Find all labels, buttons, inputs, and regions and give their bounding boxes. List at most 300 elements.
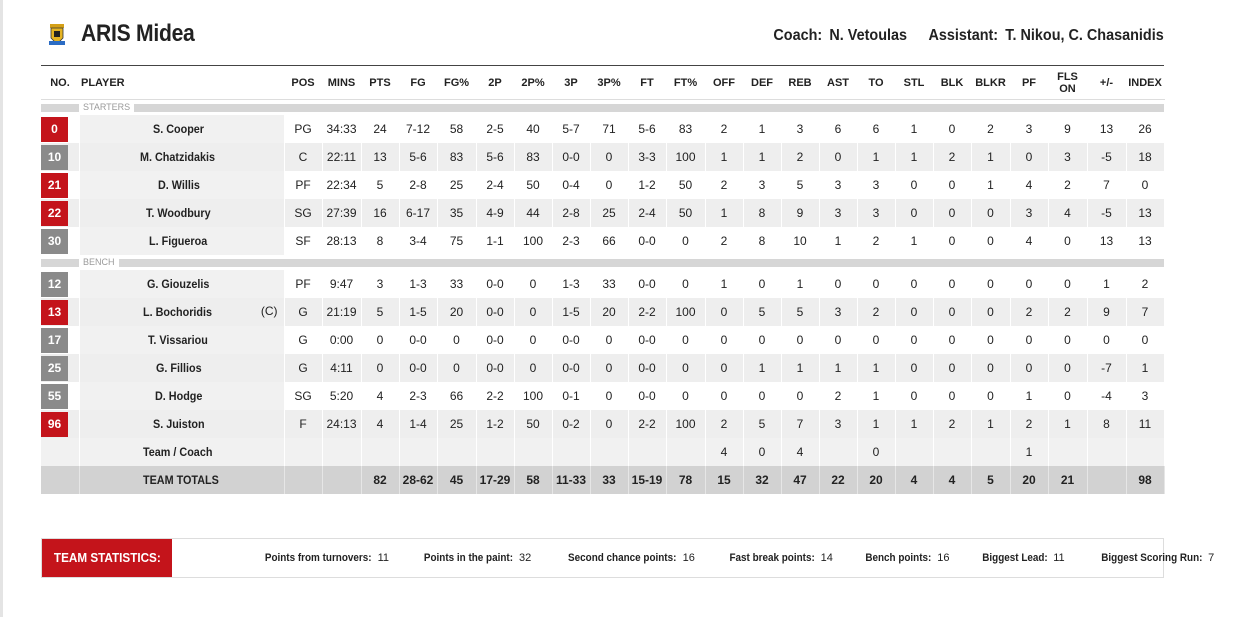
total-stat-cell: 21 <box>1048 466 1087 494</box>
stat-cell <box>1048 438 1087 466</box>
team-totals-label-cell <box>79 466 284 494</box>
stat-cell: 13 <box>361 143 399 171</box>
stat-cell: 1 <box>895 410 933 438</box>
player-row[interactable] <box>41 270 1164 298</box>
stat-cell: 0 <box>895 171 933 199</box>
stat-cell: 3 <box>857 199 895 227</box>
stat-cell: 24:13 <box>322 410 361 438</box>
stat-cell: 1 <box>705 143 743 171</box>
stat-cell: 0 <box>743 326 781 354</box>
stat-cell: 0 <box>781 382 819 410</box>
stat-cell: 2 <box>705 410 743 438</box>
stat-cell: 5-6 <box>399 143 437 171</box>
player-name-link[interactable]: T. Vissariou <box>148 333 209 347</box>
total-stat-cell: 98 <box>1126 466 1164 494</box>
player-name-cell[interactable] <box>79 298 284 326</box>
stat-cell: 13 <box>1126 227 1164 255</box>
stat-cell: 0 <box>895 270 933 298</box>
stat-cell: 0 <box>590 382 628 410</box>
player-name-cell[interactable] <box>79 326 284 354</box>
stat-cell: 5-6 <box>628 115 666 143</box>
team-coach-label-cell <box>79 438 284 466</box>
stat-cell: 1 <box>781 270 819 298</box>
team-totals-row <box>41 466 1164 494</box>
stat-cell: 0 <box>895 199 933 227</box>
total-stat-cell: 45 <box>437 466 476 494</box>
stat-cell: 2-8 <box>552 199 590 227</box>
stat-cell: 3 <box>819 171 857 199</box>
stat-cell: 8 <box>743 199 781 227</box>
stat-cell: 20 <box>590 298 628 326</box>
stat-cell: 0 <box>361 326 399 354</box>
stat-cell: 2 <box>819 382 857 410</box>
stat-cell: 1-1 <box>476 227 514 255</box>
stat-cell: 2-4 <box>628 199 666 227</box>
stat-cell: 9:47 <box>322 270 361 298</box>
player-name-link[interactable]: G. Giouzelis <box>146 277 210 291</box>
player-row[interactable] <box>41 171 1164 199</box>
stat-cell: 5-7 <box>552 115 590 143</box>
team-stat-value: 16 <box>937 552 950 564</box>
stat-cell: 33 <box>437 270 476 298</box>
stat-cell: 2 <box>1048 298 1087 326</box>
stat-cell: 2 <box>933 410 971 438</box>
stat-cell: 0 <box>1010 326 1048 354</box>
stat-cell: 5 <box>743 410 781 438</box>
stat-cell: PF <box>284 171 322 199</box>
stat-cell: 0 <box>514 326 552 354</box>
column-header[interactable]: FG <box>399 66 437 100</box>
stat-cell: 2 <box>933 143 971 171</box>
stat-cell: 0-0 <box>476 298 514 326</box>
stat-cell: 1 <box>743 115 781 143</box>
stat-cell: 4 <box>1048 199 1087 227</box>
stat-cell: 0-0 <box>628 382 666 410</box>
column-header[interactable]: AST <box>819 66 857 100</box>
team-stat-label: Second chance points: <box>568 552 677 564</box>
jersey-number: 96 <box>41 412 68 437</box>
stat-cell: 58 <box>437 115 476 143</box>
player-row[interactable] <box>41 382 1164 410</box>
stat-cell: 3 <box>743 171 781 199</box>
section-divider <box>41 100 1164 116</box>
column-header[interactable]: MINS <box>322 66 361 100</box>
player-row[interactable] <box>41 410 1164 438</box>
jersey-number-cell <box>41 171 79 199</box>
stat-cell: 4:11 <box>322 354 361 382</box>
column-header[interactable]: OFF <box>705 66 743 100</box>
column-header[interactable]: DEF <box>743 66 781 100</box>
player-name-cell[interactable] <box>79 354 284 382</box>
stat-cell: 7 <box>1087 171 1126 199</box>
stat-cell: 2 <box>705 115 743 143</box>
stat-cell <box>322 438 361 466</box>
column-header[interactable]: BLKR <box>971 66 1010 100</box>
stat-cell: 5:20 <box>322 382 361 410</box>
stat-cell: 4-9 <box>476 199 514 227</box>
stat-cell: 0 <box>1010 143 1048 171</box>
stat-cell: 1 <box>819 227 857 255</box>
jersey-number-cell <box>41 410 79 438</box>
stat-cell: 34:33 <box>322 115 361 143</box>
stat-cell: 1-3 <box>399 270 437 298</box>
stat-cell: 1 <box>743 354 781 382</box>
stat-cell <box>1087 438 1126 466</box>
team-stat-label: Points from turnovers: <box>264 552 372 564</box>
player-row[interactable] <box>41 143 1164 171</box>
stat-cell: 0 <box>933 199 971 227</box>
player-name-cell[interactable] <box>79 227 284 255</box>
stat-cell: 2 <box>1126 270 1164 298</box>
stat-cell: SG <box>284 199 322 227</box>
stat-cell: 100 <box>514 382 552 410</box>
stat-cell: C <box>284 143 322 171</box>
player-row[interactable] <box>41 298 1164 326</box>
section-label: BENCH <box>79 255 119 270</box>
stat-cell: 83 <box>666 115 705 143</box>
stat-cell: 83 <box>437 143 476 171</box>
stat-cell: 0 <box>971 227 1010 255</box>
stat-cell: 22:11 <box>322 143 361 171</box>
jersey-number: 17 <box>41 328 68 353</box>
column-header[interactable]: STL <box>895 66 933 100</box>
stat-cell: 2-2 <box>476 382 514 410</box>
column-header[interactable]: 3P% <box>590 66 628 100</box>
stat-cell: 0 <box>933 382 971 410</box>
stat-cell: 1-2 <box>476 410 514 438</box>
player-name-link[interactable]: L. Bochoridis <box>143 305 213 319</box>
team-stat-label: Points in the paint: <box>423 552 513 564</box>
stat-cell: 3 <box>361 270 399 298</box>
stat-cell: 0 <box>705 326 743 354</box>
total-stat-cell: 32 <box>743 466 781 494</box>
stat-cell <box>437 438 476 466</box>
stat-cell: 0:00 <box>322 326 361 354</box>
team-header <box>41 18 1164 58</box>
stat-cell: 0 <box>590 143 628 171</box>
table-header-row <box>41 66 1164 100</box>
section-divider <box>41 255 1164 270</box>
jersey-number-cell <box>41 143 79 171</box>
section-bar <box>41 259 1164 267</box>
jersey-number: 0 <box>41 117 68 142</box>
stat-cell: 1 <box>781 354 819 382</box>
team-stat-value: 16 <box>682 552 695 564</box>
stat-cell: 3 <box>781 115 819 143</box>
stat-cell: 6 <box>819 115 857 143</box>
stat-cell: 7-12 <box>399 115 437 143</box>
stat-cell: 5 <box>781 298 819 326</box>
stat-cell: 44 <box>514 199 552 227</box>
stat-cell: 0-0 <box>476 326 514 354</box>
stat-cell: -5 <box>1087 143 1126 171</box>
jersey-number-cell <box>41 382 79 410</box>
stat-cell: 24 <box>361 115 399 143</box>
stat-cell: 1 <box>743 143 781 171</box>
jersey-number: 12 <box>41 272 68 297</box>
stat-cell: 0 <box>666 270 705 298</box>
team-stat-value: 11 <box>1053 552 1065 564</box>
stat-cell: G <box>284 298 322 326</box>
stat-cell: 2 <box>971 115 1010 143</box>
player-row[interactable] <box>41 354 1164 382</box>
stat-cell: 1-5 <box>399 298 437 326</box>
team-totals-label: TEAM TOTALS <box>143 473 220 487</box>
jersey-number: 30 <box>41 229 68 254</box>
stat-cell: 0 <box>666 354 705 382</box>
column-header[interactable]: 2P <box>476 66 514 100</box>
stat-cell: 9 <box>1048 115 1087 143</box>
player-name-link[interactable]: D. Willis <box>158 178 201 192</box>
total-stat-cell <box>1087 466 1126 494</box>
stat-cell: 18 <box>1126 143 1164 171</box>
player-row[interactable] <box>41 115 1164 143</box>
player-name-cell[interactable] <box>79 382 284 410</box>
total-stat-cell: 58 <box>514 466 552 494</box>
stat-cell: 0 <box>514 298 552 326</box>
aris-crest-icon <box>49 24 65 46</box>
stat-cell: 26 <box>1126 115 1164 143</box>
column-header[interactable]: REB <box>781 66 819 100</box>
stat-cell <box>361 438 399 466</box>
stat-cell: 0 <box>437 326 476 354</box>
stat-cell: -7 <box>1087 354 1126 382</box>
column-header[interactable]: TO <box>857 66 895 100</box>
stat-cell: 83 <box>514 143 552 171</box>
stat-cell: 0 <box>819 143 857 171</box>
player-name-link[interactable]: M. Chatzidakis <box>139 150 215 164</box>
stat-cell: 2 <box>857 227 895 255</box>
stat-cell: 50 <box>666 171 705 199</box>
player-name-link[interactable]: D. Hodge <box>155 389 203 403</box>
stat-cell: 0-0 <box>628 326 666 354</box>
stat-cell: 13 <box>1087 115 1126 143</box>
column-header[interactable]: PF <box>1010 66 1048 100</box>
stat-cell: 0-0 <box>399 326 437 354</box>
team-stat-value: 7 <box>1208 552 1215 564</box>
player-name-link[interactable]: L. Figueroa <box>149 234 208 248</box>
stat-cell <box>514 438 552 466</box>
stat-cell: 1 <box>705 270 743 298</box>
stat-cell: 13 <box>1126 199 1164 227</box>
stat-cell: 3 <box>819 199 857 227</box>
player-name-cell[interactable] <box>79 171 284 199</box>
player-row[interactable] <box>41 326 1164 354</box>
jersey-number: 10 <box>41 145 68 170</box>
stat-cell: 0 <box>895 298 933 326</box>
stat-cell: 0 <box>933 326 971 354</box>
column-header[interactable]: +/- <box>1087 66 1126 100</box>
team-statistics-items <box>253 539 1239 577</box>
stat-cell: 1-4 <box>399 410 437 438</box>
column-header[interactable]: FG% <box>437 66 476 100</box>
team-name: ARIS Midea <box>81 20 195 47</box>
stat-cell: 0 <box>514 354 552 382</box>
stat-cell: 7 <box>1126 298 1164 326</box>
stat-cell: 50 <box>666 199 705 227</box>
stat-cell: 0 <box>1087 326 1126 354</box>
box-score-table <box>41 65 1165 494</box>
jersey-number: 21 <box>41 173 68 198</box>
stat-cell: -4 <box>1087 382 1126 410</box>
player-name-cell[interactable] <box>79 410 284 438</box>
stat-cell: 5 <box>743 298 781 326</box>
stat-cell: 0 <box>819 326 857 354</box>
stat-cell: 4 <box>781 438 819 466</box>
stat-cell: 0 <box>361 354 399 382</box>
stat-cell: 0 <box>933 227 971 255</box>
stat-cell: 2-2 <box>628 410 666 438</box>
stat-cell: 0 <box>1126 326 1164 354</box>
team-coach-label: Team / Coach <box>142 445 213 459</box>
stat-cell: 0 <box>857 326 895 354</box>
team-stat-item <box>556 539 695 577</box>
stat-cell: 50 <box>514 410 552 438</box>
column-header[interactable]: FT <box>628 66 666 100</box>
stat-cell: 66 <box>437 382 476 410</box>
stat-cell: 0-0 <box>628 270 666 298</box>
stat-cell <box>1126 438 1164 466</box>
stat-cell: 21:19 <box>322 298 361 326</box>
total-stat-cell: 82 <box>361 466 399 494</box>
stat-cell: 8 <box>361 227 399 255</box>
stat-cell: 1 <box>857 143 895 171</box>
stat-cell: 3-3 <box>628 143 666 171</box>
player-name-cell[interactable] <box>79 270 284 298</box>
stat-cell: 1 <box>895 143 933 171</box>
column-header[interactable]: INDEX <box>1126 66 1164 100</box>
stat-cell: 1 <box>1010 382 1048 410</box>
player-name-link[interactable]: S. Juiston <box>152 417 205 431</box>
stat-cell: 0 <box>1048 326 1087 354</box>
jersey-number: 22 <box>41 201 68 226</box>
stat-cell <box>590 438 628 466</box>
stat-cell: 10 <box>781 227 819 255</box>
column-header[interactable]: NO. <box>41 66 79 100</box>
stat-cell: 22:34 <box>322 171 361 199</box>
stat-cell: 0-0 <box>628 354 666 382</box>
player-name-link[interactable]: T. Woodbury <box>145 206 211 220</box>
stat-cell: 1 <box>895 227 933 255</box>
stat-cell: 0 <box>666 326 705 354</box>
assistant-label: Assistant: <box>928 27 999 44</box>
stat-cell: 1 <box>857 410 895 438</box>
player-name-link[interactable]: G. Fillios <box>156 361 202 375</box>
empty-cell <box>41 466 79 494</box>
stat-cell: 3 <box>1048 143 1087 171</box>
player-name-cell[interactable] <box>79 115 284 143</box>
stat-cell: 0 <box>514 270 552 298</box>
jersey-number: 55 <box>41 384 68 409</box>
player-name-cell[interactable] <box>79 143 284 171</box>
total-stat-cell: 22 <box>819 466 857 494</box>
stat-cell: 71 <box>590 115 628 143</box>
player-name-link[interactable]: S. Cooper <box>153 122 205 136</box>
stat-cell: 0 <box>971 270 1010 298</box>
stat-cell: 5 <box>781 171 819 199</box>
stat-cell <box>552 438 590 466</box>
stat-cell: 0-0 <box>552 143 590 171</box>
column-header[interactable]: 3P <box>552 66 590 100</box>
stat-cell <box>933 438 971 466</box>
column-header[interactable]: PLAYER <box>79 66 284 100</box>
team-statistics-bar <box>41 538 1215 578</box>
stat-cell: 1 <box>1010 438 1048 466</box>
stat-cell: 2 <box>1048 171 1087 199</box>
total-stat-cell: 28-62 <box>399 466 437 494</box>
stat-cell: 0 <box>971 199 1010 227</box>
stat-cell <box>284 438 322 466</box>
total-stat-cell: 15-19 <box>628 466 666 494</box>
coaching-staff <box>774 27 1164 45</box>
stat-cell: 3 <box>1010 199 1048 227</box>
total-stat-cell: 4 <box>895 466 933 494</box>
stat-cell: 0 <box>971 326 1010 354</box>
player-name-cell[interactable] <box>79 199 284 227</box>
column-header[interactable]: FLS ON <box>1048 66 1087 100</box>
stat-cell: 0 <box>705 298 743 326</box>
player-row[interactable] <box>41 199 1164 227</box>
total-stat-cell: 78 <box>666 466 705 494</box>
stat-cell: PG <box>284 115 322 143</box>
stat-cell: 1 <box>1087 270 1126 298</box>
stat-cell: 1-2 <box>628 171 666 199</box>
column-header[interactable]: PTS <box>361 66 399 100</box>
stat-cell: 0 <box>743 438 781 466</box>
column-header[interactable]: BLK <box>933 66 971 100</box>
stat-cell: 2 <box>781 143 819 171</box>
stat-cell: 0 <box>666 382 705 410</box>
stat-cell: 0 <box>666 227 705 255</box>
coach-label: Coach: <box>773 27 823 44</box>
stat-cell: 0 <box>819 270 857 298</box>
team-stat-label: Fast break points: <box>729 552 815 564</box>
stat-cell: 4 <box>1010 171 1048 199</box>
stat-cell: G <box>284 326 322 354</box>
stat-cell: 0 <box>437 354 476 382</box>
team-stat-value: 32 <box>519 552 532 564</box>
stat-cell: 0 <box>1010 354 1048 382</box>
player-row[interactable] <box>41 227 1164 255</box>
jersey-number-cell <box>41 354 79 382</box>
stat-cell: 0-1 <box>552 382 590 410</box>
team-stat-item <box>414 539 531 577</box>
stat-cell: 0-0 <box>476 270 514 298</box>
team-stat-item <box>858 539 950 577</box>
stat-cell: 0 <box>971 298 1010 326</box>
stat-cell: 0 <box>971 382 1010 410</box>
stat-cell: 27:39 <box>322 199 361 227</box>
stat-cell: 0 <box>705 354 743 382</box>
stat-cell: 0 <box>895 354 933 382</box>
column-header[interactable]: 2P% <box>514 66 552 100</box>
stat-cell: 1-3 <box>552 270 590 298</box>
stat-cell: 0-4 <box>552 171 590 199</box>
stat-cell: 2-2 <box>628 298 666 326</box>
column-header[interactable]: POS <box>284 66 322 100</box>
stat-cell <box>476 438 514 466</box>
total-stat-cell: 4 <box>933 466 971 494</box>
stat-cell: 7 <box>781 410 819 438</box>
total-stat-cell: 15 <box>705 466 743 494</box>
stat-cell: 1 <box>895 115 933 143</box>
stat-cell: 100 <box>666 298 705 326</box>
column-header[interactable]: FT% <box>666 66 705 100</box>
stat-cell: 1 <box>971 171 1010 199</box>
stat-cell: 0 <box>1048 354 1087 382</box>
stat-cell: 0-0 <box>552 354 590 382</box>
stat-cell: 25 <box>437 171 476 199</box>
